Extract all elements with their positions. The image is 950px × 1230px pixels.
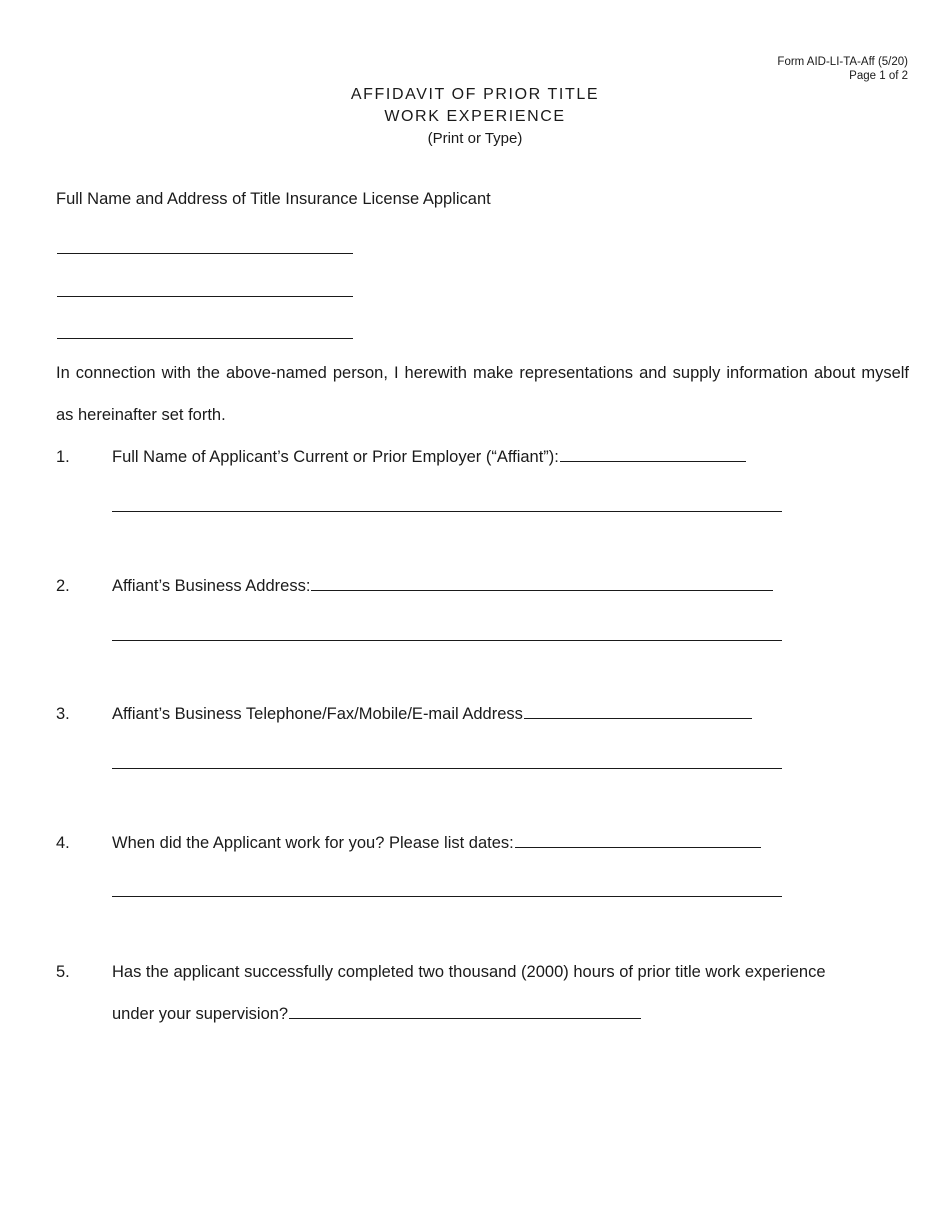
question-4: [112, 834, 761, 853]
question-3-label: Affiant’s Business Telephone/Fax/Mobile/E-mail Address: [112, 705, 523, 723]
question-3-number: 3.: [56, 705, 70, 723]
applicant-address-field-1[interactable]: [57, 296, 353, 297]
question-4-label: When did the Applicant work for you? Please list dates:: [112, 834, 514, 852]
question-2-number: 2.: [56, 577, 70, 595]
title-line-2: WORK EXPERIENCE: [384, 108, 566, 125]
intro-paragraph: In connection with the above-named person, I herewith make representations and supply information about myself as hereinafter set forth.: [56, 364, 909, 424]
form-number: Form AID-LI-TA-Aff (5/20): [777, 56, 908, 68]
question-3: [112, 705, 752, 724]
page-number: Page 1 of 2: [849, 70, 908, 82]
question-2-label: Affiant’s Business Address:: [112, 577, 311, 595]
question-4-number: 4.: [56, 834, 70, 852]
question-1-number: 1.: [56, 448, 70, 466]
form-identifier: [777, 55, 908, 83]
business-contact-field-continued[interactable]: [112, 768, 782, 769]
employer-name-field-continued[interactable]: [112, 511, 782, 512]
applicant-label: Full Name and Address of Title Insurance License Applicant: [56, 190, 491, 208]
title-instructions: (Print or Type): [427, 130, 523, 147]
question-5-line-1: Has the applicant successfully completed two thousand (2000) hours of prior title work experience: [112, 963, 826, 981]
business-address-field[interactable]: [311, 590, 773, 591]
applicant-name-field[interactable]: [57, 253, 353, 254]
question-5-label: under your supervision?: [112, 1005, 289, 1023]
employment-dates-field[interactable]: [515, 847, 761, 848]
question-1-label: Full Name of Applicant’s Current or Prior Employer (“Affiant”):: [112, 448, 559, 466]
question-5-number: 5.: [56, 963, 70, 981]
employment-dates-field-continued[interactable]: [112, 896, 782, 897]
applicant-address-field-2[interactable]: [57, 338, 353, 339]
supervision-answer-field[interactable]: [289, 1018, 641, 1019]
question-1: [112, 448, 746, 467]
business-address-field-continued[interactable]: [112, 640, 782, 641]
title-line-1: AFFIDAVIT OF PRIOR TITLE: [350, 86, 600, 103]
question-2: [112, 577, 773, 596]
document-title: [0, 84, 950, 149]
business-contact-field[interactable]: [524, 718, 752, 719]
employer-name-field[interactable]: [560, 461, 746, 462]
question-5: [112, 1005, 641, 1024]
